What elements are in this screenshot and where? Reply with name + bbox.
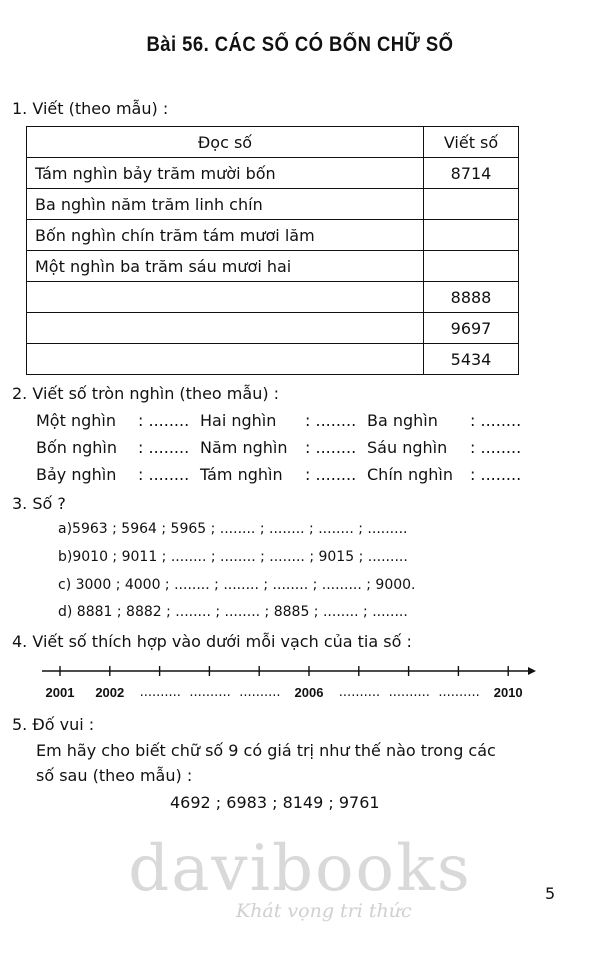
tick-label: 2006 <box>294 685 324 700</box>
word-ba-nghin: Ba nghìn <box>367 411 438 430</box>
number-line-arrow <box>528 667 536 675</box>
tick-label: 2002 <box>95 685 125 700</box>
write-cell <box>424 220 519 251</box>
blank: : ........ <box>470 438 522 457</box>
blank: : ........ <box>305 465 357 484</box>
word-bon-nghin: Bốn nghìn <box>36 438 118 457</box>
blank: : ........ <box>138 438 190 457</box>
tick-blank: .......... <box>338 685 381 700</box>
number-line <box>36 660 540 684</box>
q4-label: 4. Viết số thích hợp vào dưới mỗi vạch của tia số : <box>12 632 412 651</box>
tick-label: 2001 <box>45 685 75 700</box>
read-cell: Một nghìn ba trăm sáu mươi hai <box>27 251 424 282</box>
table-row <box>27 189 519 220</box>
header-doc-so: Đọc số <box>27 127 424 158</box>
blank: : ........ <box>470 465 522 484</box>
table-row <box>27 220 519 251</box>
read-cell: Bốn nghìn chín trăm tám mươi lăm <box>27 220 424 251</box>
word-mot-nghin: Một nghìn <box>36 411 116 430</box>
header-viet-so: Viết số <box>424 127 519 158</box>
tick-blank: .......... <box>239 685 281 700</box>
word-hai-nghin: Hai nghìn <box>200 411 277 430</box>
blank: : ........ <box>138 411 190 430</box>
table-row <box>27 158 519 189</box>
table-row <box>27 251 519 282</box>
table-row <box>27 313 519 344</box>
read-cell: Ba nghìn năm trăm linh chín <box>27 189 424 220</box>
write-cell <box>424 189 519 220</box>
write-cell: 8888 <box>424 282 519 313</box>
blank: : ........ <box>138 465 190 484</box>
page-number: 5 <box>545 884 556 903</box>
word-sau-nghin: Sáu nghìn <box>367 438 448 457</box>
read-cell <box>27 282 424 313</box>
q3-label: 3. Số ? <box>12 494 66 513</box>
word-tam-nghin: Tám nghìn <box>200 465 283 484</box>
sequence-c: c) 3000 ; 4000 ; ........ ; ........ ; ........ ; ......... ; 9000. <box>58 577 416 593</box>
write-cell <box>424 251 519 282</box>
table-row <box>27 282 519 313</box>
tick-blank: .......... <box>438 685 480 700</box>
blank: : ........ <box>470 411 522 430</box>
table-header-row <box>27 127 519 158</box>
q1-label: 1. Viết (theo mẫu) : <box>12 99 169 118</box>
table-row <box>27 344 519 375</box>
watermark-logo: davibooks <box>128 832 472 906</box>
word-nam-nghin: Năm nghìn <box>200 438 288 457</box>
sequence-d: d) 8881 ; 8882 ; ........ ; ........ ; 8885 ; ........ ; ........ <box>58 604 408 620</box>
word-bay-nghin: Bảy nghìn <box>36 465 117 484</box>
blank: : ........ <box>305 411 357 430</box>
read-cell <box>27 313 424 344</box>
write-cell: 5434 <box>424 344 519 375</box>
write-cell: 8714 <box>424 158 519 189</box>
q5-instruction-line1: Em hãy cho biết chữ số 9 có giá trị như thế nào trong các <box>36 741 496 760</box>
tick-blank: .......... <box>388 685 430 700</box>
q5-numbers: 4692 ; 6983 ; 8149 ; 9761 <box>170 793 380 812</box>
read-cell: Tám nghìn bảy trăm mười bốn <box>27 158 424 189</box>
tick-blank: .......... <box>189 685 231 700</box>
tick-blank: .......... <box>139 685 181 700</box>
page-title: Bài 56. CÁC SỐ CÓ BỐN CHỮ SỐ <box>146 33 454 56</box>
watermark-tagline: Khát vọng tri thức <box>236 900 412 922</box>
q5-instruction-line2: số sau (theo mẫu) : <box>36 766 193 785</box>
tick-label: 2010 <box>493 685 523 700</box>
sequence-b: b)9010 ; 9011 ; ........ ; ........ ; ........ ; 9015 ; ......... <box>58 549 408 565</box>
q2-label: 2. Viết số tròn nghìn (theo mẫu) : <box>12 384 280 403</box>
read-cell <box>27 344 424 375</box>
word-chin-nghin: Chín nghìn <box>367 465 454 484</box>
q5-label: 5. Đố vui : <box>12 715 95 734</box>
blank: : ........ <box>305 438 357 457</box>
write-cell: 9697 <box>424 313 519 344</box>
read-write-table <box>26 126 519 375</box>
sequence-a: a)5963 ; 5964 ; 5965 ; ........ ; ........ ; ........ ; ......... <box>58 521 408 537</box>
